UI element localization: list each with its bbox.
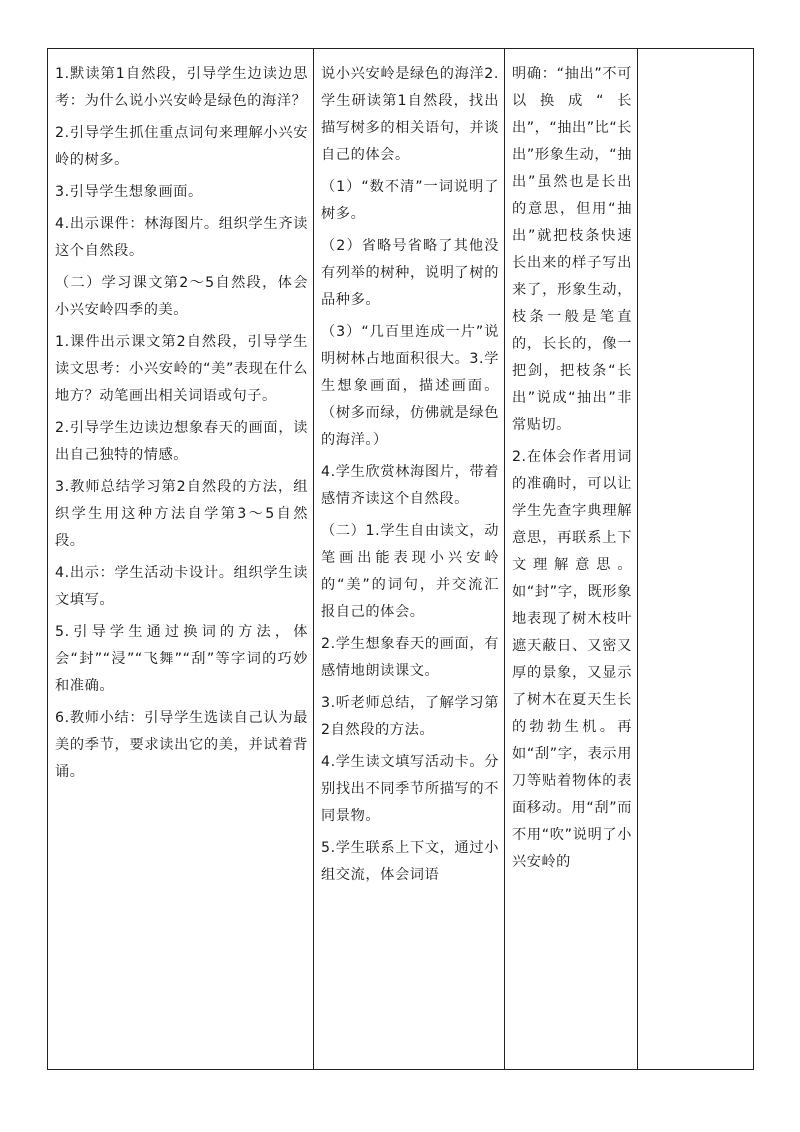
paragraph: （二）学习课文第2～5自然段，体会小兴安岭四季的美。 xyxy=(55,275,308,318)
paragraph: 1.默读第1自然段，引导学生边读边思考：为什么说小兴安岭是绿色的海洋？ xyxy=(55,66,308,109)
paragraph: 4.学生欣赏林海图片，带着感情齐读这个自然段。 xyxy=(321,464,499,507)
paragraph: 6.教师小结：引导学生选读自己认为最美的季节，要求读出它的美，并试着背诵。 xyxy=(55,710,308,780)
lesson-plan-table xyxy=(47,48,754,1070)
paragraph: 2.在体会作者用词的准确时，可以让学生先查字典理解意思，再联系上下文理解意思。如“封”字，既形象地表现了树木枝叶遮天蔽日、又密又厚的景象，又显示了树木在夏天生长的勃勃生机。再如“刮”字，表示用刀等贴着物体的表面移动。用“刮”而不用“吹”说明了小兴安岭的 xyxy=(512,449,632,870)
paragraph: （3）“几百里连成一片”说明树林占地面积很大。3.学生想象画面，描述画面。（树多而绿，仿佛就是绿色的海洋。） xyxy=(321,324,499,448)
paragraph: 2.学生想象春天的画面，有感情地朗读课文。 xyxy=(321,636,499,679)
paragraph: 4.学生读文填写活动卡。分别找出不同季节所描写的不同景物。 xyxy=(321,754,499,824)
paragraph: 3.教师总结学习第2自然段的方法，组织学生用这种方法自学第3～5自然段。 xyxy=(55,479,308,549)
paragraph: 5.引导学生通过换词的方法，体会“封”“浸”“飞舞”“刮”等字词的巧妙和准确。 xyxy=(55,624,308,694)
paragraph: 明确：“抽出”不可以换成“长出”，“抽出”比“长出”形象生动，“抽出”虽然也是长出的意思，但用“抽出”就把枝条快速长出来的样子写出来了，形象生动，枝条一般是笔直的，长长的，像一把剑，把枝条“长出”说成“抽出”非常贴切。 xyxy=(512,66,632,433)
paragraph: （2）省略号省略了其他没有列举的树种，说明了树的品种多。 xyxy=(321,238,499,308)
paragraph: 说小兴安岭是绿色的海洋2.学生研读第1自然段，找出描写树多的相关语句，并谈自己的体会。 xyxy=(321,66,499,163)
paragraph: 4.出示：学生活动卡设计。组织学生读文填写。 xyxy=(55,565,308,608)
paragraph: （1）“数不清”一词说明了树多。 xyxy=(321,179,499,222)
paragraph: 2.引导学生抓住重点词句来理解小兴安岭的树多。 xyxy=(55,125,308,168)
table-row xyxy=(48,49,754,1070)
teacher-activity-cell xyxy=(48,49,314,1070)
design-notes-cell xyxy=(505,49,638,1070)
paragraph: 2.引导学生边读边想象春天的画面，读出自己独特的情感。 xyxy=(55,420,308,463)
paragraph: （二）1.学生自由读文，动笔画出能表现小兴安岭的“美”的词句，并交流汇报自己的体会。 xyxy=(321,523,499,620)
paragraph: 3.听老师总结，了解学习第2自然段的方法。 xyxy=(321,695,499,738)
empty-notes-cell xyxy=(638,49,754,1070)
paragraph: 5.学生联系上下文，通过小组交流，体会词语 xyxy=(321,840,499,883)
paragraph: 1.课件出示课文第2自然段，引导学生读文思考：小兴安岭的“美”表现在什么地方？动笔画出相关词语或句子。 xyxy=(55,334,308,404)
paragraph: 4.出示课件：林海图片。组织学生齐读这个自然段。 xyxy=(55,216,308,259)
paragraph: 3.引导学生想象画面。 xyxy=(55,184,203,200)
student-activity-cell xyxy=(314,49,505,1070)
